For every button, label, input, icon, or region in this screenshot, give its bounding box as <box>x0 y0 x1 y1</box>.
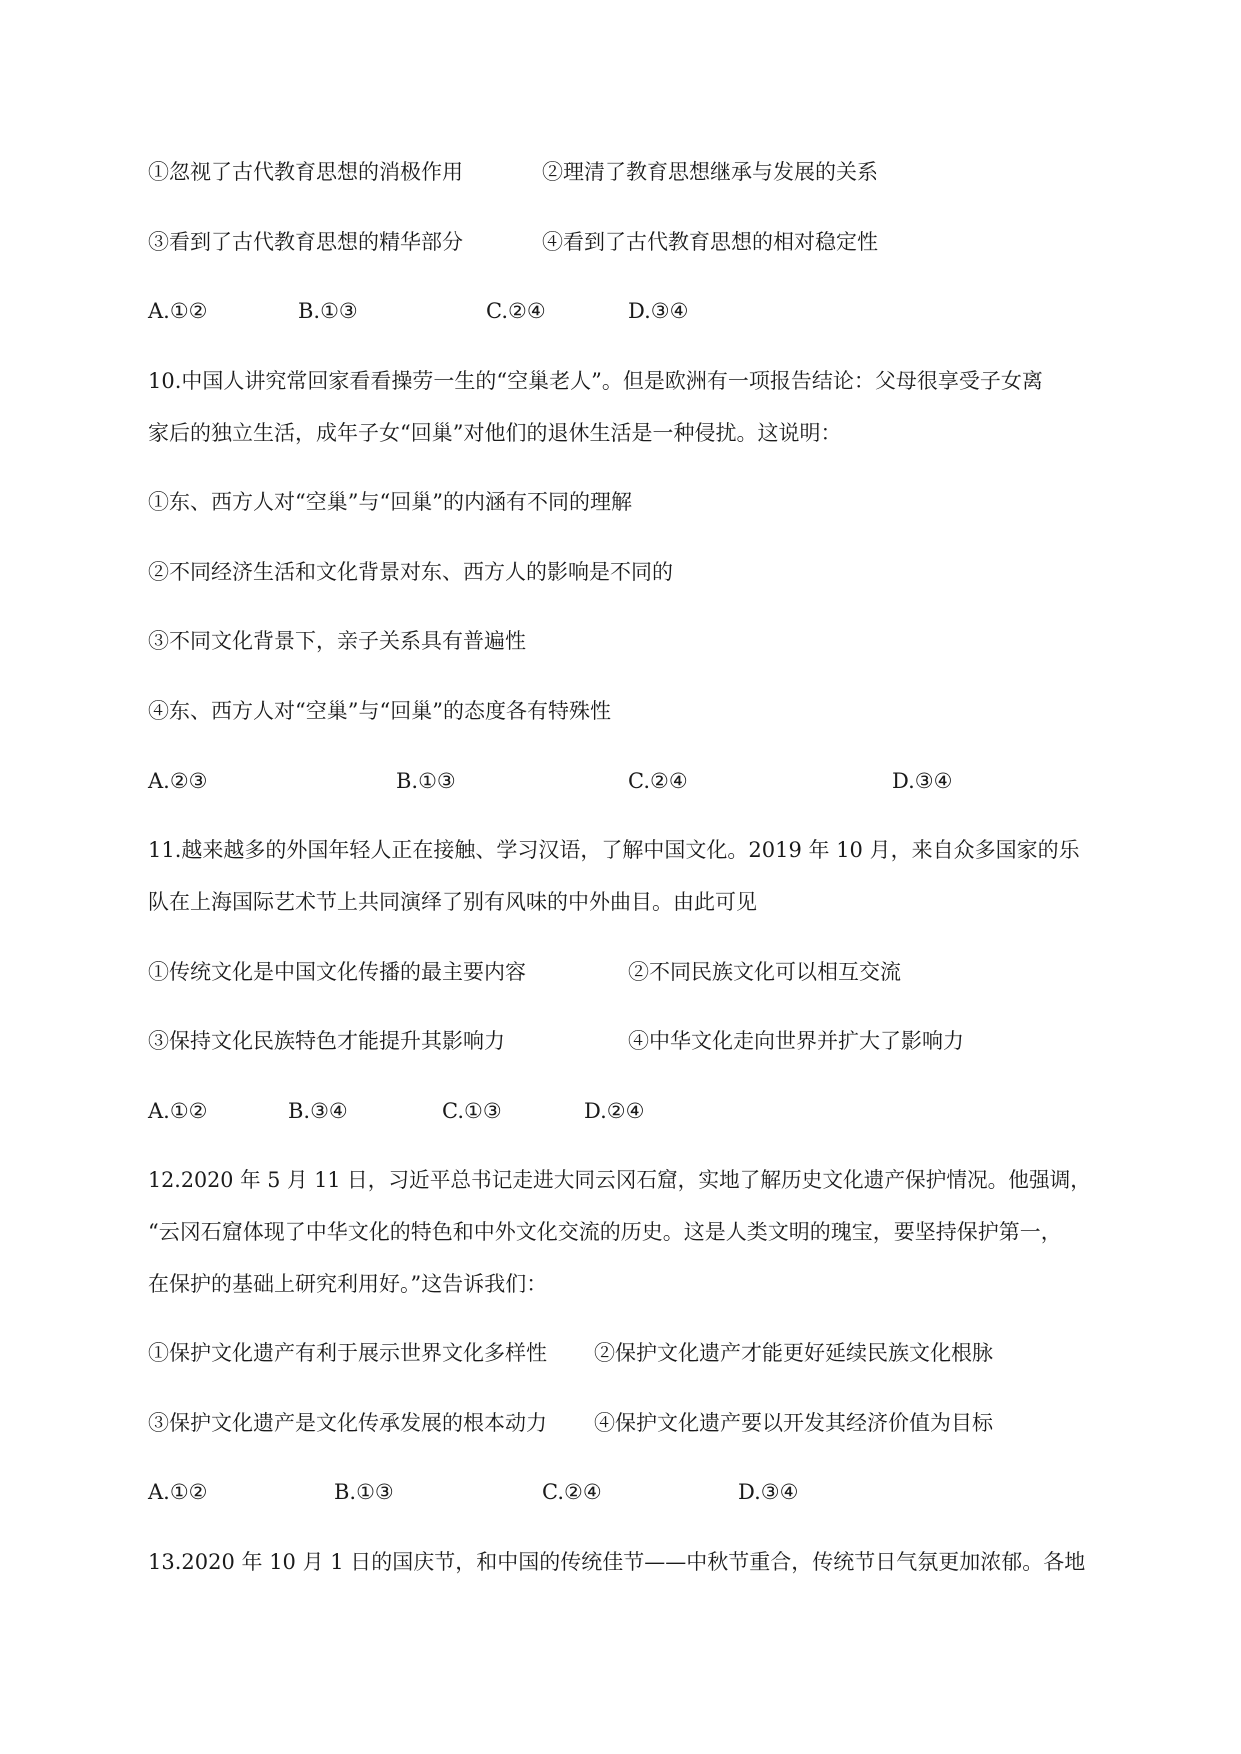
q12-answer-b: B.①③ <box>334 1480 394 1504</box>
q12-answer-c: C.②④ <box>542 1480 602 1504</box>
q12-stem-line-3: 在保护的基础上研究利用好。”这告诉我们： <box>148 1272 548 1296</box>
q9-option-4: ④看到了古代教育思想的相对稳定性 <box>542 230 878 254</box>
q12-answer-d: D.③④ <box>738 1480 799 1504</box>
q9-answer-b: B.①③ <box>298 299 358 323</box>
q11-answer-a: A.①② <box>148 1099 208 1123</box>
q9-answer-a: A.①② <box>148 299 208 323</box>
q10-answer-a: A.②③ <box>148 769 208 793</box>
q12-answer-a: A.①② <box>148 1480 208 1504</box>
q10-stem-line-2: 家后的独立生活，成年子女“回巢”对他们的退休生活是一种侵扰。这说明： <box>148 421 842 445</box>
q11-answer-d: D.②④ <box>584 1099 645 1123</box>
q11-option-3: ③保持文化民族特色才能提升其影响力 <box>148 1029 505 1053</box>
q12-option-4: ④保护文化遗产要以开发其经济价值为目标 <box>594 1411 993 1435</box>
q12-option-2: ②保护文化遗产才能更好延续民族文化根脉 <box>594 1341 993 1365</box>
q9-answer-d: D.③④ <box>628 299 689 323</box>
q10-answer-c: C.②④ <box>628 769 688 793</box>
q10-option-2: ②不同经济生活和文化背景对东、西方人的影响是不同的 <box>148 560 673 584</box>
q11-stem-line-1: 11.越来越多的外国年轻人正在接触、学习汉语，了解中国文化。2019 年 10 月，来自众多国家的乐 <box>148 838 1080 862</box>
q11-option-2: ②不同民族文化可以相互交流 <box>628 960 901 984</box>
q10-option-3: ③不同文化背景下，亲子关系具有普遍性 <box>148 629 526 653</box>
q13-stem-line-1: 13.2020 年 10 月 1 日的国庆节，和中国的传统佳节——中秋节重合，传统节日气氛更加浓郁。各地 <box>148 1550 1086 1574</box>
q10-answer-b: B.①③ <box>396 769 456 793</box>
q11-answer-c: C.①③ <box>442 1099 502 1123</box>
q12-option-3: ③保护文化遗产是文化传承发展的根本动力 <box>148 1411 547 1435</box>
q11-option-1: ①传统文化是中国文化传播的最主要内容 <box>148 960 526 984</box>
q9-option-1: ①忽视了古代教育思想的消极作用 <box>148 160 463 184</box>
q11-answer-b: B.③④ <box>288 1099 348 1123</box>
q12-stem-line-2: “云冈石窟体现了中华文化的特色和中外文化交流的历史。这是人类文明的瑰宝，要坚持保护第一， <box>148 1220 1062 1244</box>
q10-option-4: ④东、西方人对“空巢”与“回巢”的态度各有特殊性 <box>148 699 611 723</box>
q12-stem-line-1: 12.2020 年 5 月 11 日，习近平总书记走进大同云冈石窟，实地了解历史文化遗产保护情况。他强调， <box>148 1168 1091 1192</box>
q9-option-3: ③看到了古代教育思想的精华部分 <box>148 230 463 254</box>
q10-option-1: ①东、西方人对“空巢”与“回巢”的内涵有不同的理解 <box>148 490 632 514</box>
q12-option-1: ①保护文化遗产有利于展示世界文化多样性 <box>148 1341 547 1365</box>
q10-stem-line-1: 10.中国人讲究常回家看看操劳一生的“空巢老人”。但是欧洲有一项报告结论：父母很享受子女离 <box>148 369 1043 393</box>
q9-answer-c: C.②④ <box>486 299 546 323</box>
q9-option-2: ②理清了教育思想继承与发展的关系 <box>542 160 878 184</box>
q11-option-4: ④中华文化走向世界并扩大了影响力 <box>628 1029 964 1053</box>
q11-stem-line-2: 队在上海国际艺术节上共同演绎了别有风味的中外曲目。由此可见 <box>148 890 757 914</box>
q10-answer-d: D.③④ <box>892 769 953 793</box>
